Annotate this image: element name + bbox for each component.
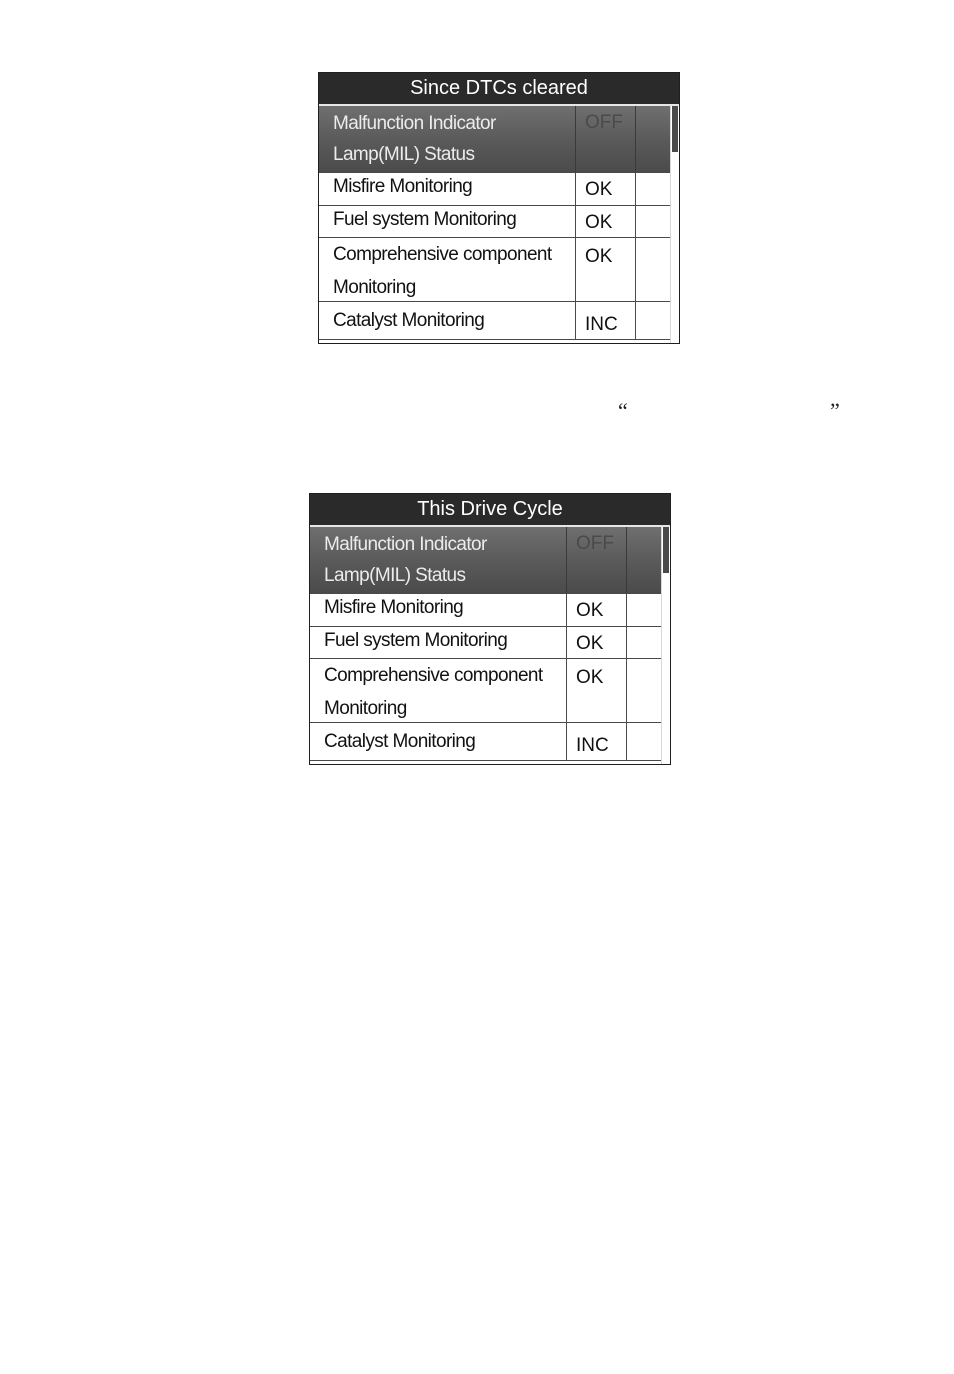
list-item-label: Fuel system Monitoring xyxy=(310,627,567,658)
scrollbar[interactable] xyxy=(661,527,670,764)
status-value: OK xyxy=(576,206,636,237)
label-line-1: Comprehensive component xyxy=(333,244,552,265)
label-line-2: Lamp(MIL) Status xyxy=(333,144,475,165)
status-value: OK xyxy=(576,173,636,205)
list-item-catalyst[interactable] xyxy=(319,302,679,340)
label-line-2: Monitoring xyxy=(333,277,416,298)
row-spacer xyxy=(627,527,661,593)
monitor-list xyxy=(319,106,679,340)
row-spacer xyxy=(636,302,670,339)
list-item-mil-status[interactable] xyxy=(319,106,679,173)
list-item-label: Misfire Monitoring xyxy=(319,173,576,205)
row-spacer xyxy=(636,173,670,205)
status-value: OFF xyxy=(576,106,636,172)
list-item-label xyxy=(319,106,576,172)
list-item-label: Catalyst Monitoring xyxy=(319,302,576,339)
status-value: INC xyxy=(567,723,627,760)
list-item-label xyxy=(310,527,567,593)
row-spacer xyxy=(627,723,661,760)
list-item-catalyst[interactable] xyxy=(310,723,670,761)
list-item-comprehensive-component[interactable] xyxy=(319,238,679,302)
list-item-comprehensive-component[interactable] xyxy=(310,659,670,723)
screen-title: Since DTCs cleared xyxy=(319,73,679,106)
label-line-1: Malfunction Indicator xyxy=(324,534,487,555)
status-value: OK xyxy=(567,659,627,722)
label-line-2: Lamp(MIL) Status xyxy=(324,565,466,586)
status-value: OFF xyxy=(567,527,627,593)
close-quote-mark: ” xyxy=(830,398,840,423)
label-line-1: Malfunction Indicator xyxy=(333,113,496,134)
status-value: OK xyxy=(576,238,636,301)
row-spacer xyxy=(636,106,670,172)
this-drive-cycle-screen xyxy=(309,493,671,765)
row-spacer xyxy=(627,627,661,658)
list-item-label xyxy=(319,238,576,301)
list-item-fuel-system[interactable] xyxy=(319,206,679,238)
open-quote-mark: “ xyxy=(618,398,628,423)
scrollbar[interactable] xyxy=(670,106,679,343)
list-item-fuel-system[interactable] xyxy=(310,627,670,659)
list-item-label: Misfire Monitoring xyxy=(310,594,567,626)
row-spacer xyxy=(636,238,670,301)
label-line-1: Comprehensive component xyxy=(324,665,543,686)
list-item-misfire[interactable] xyxy=(319,173,679,206)
status-value: OK xyxy=(567,627,627,658)
list-item-label: Fuel system Monitoring xyxy=(319,206,576,237)
since-dtcs-cleared-screen xyxy=(318,72,680,344)
row-spacer xyxy=(636,206,670,237)
status-value: OK xyxy=(567,594,627,626)
list-item-misfire[interactable] xyxy=(310,594,670,627)
scrollbar-thumb[interactable] xyxy=(663,527,669,573)
label-line-2: Monitoring xyxy=(324,698,407,719)
list-item-label: Catalyst Monitoring xyxy=(310,723,567,760)
scrollbar-thumb[interactable] xyxy=(672,106,678,152)
screen-title: This Drive Cycle xyxy=(310,494,670,527)
row-spacer xyxy=(627,594,661,626)
list-item-mil-status[interactable] xyxy=(310,527,670,594)
status-value: INC xyxy=(576,302,636,339)
row-spacer xyxy=(627,659,661,722)
list-item-label xyxy=(310,659,567,722)
monitor-list xyxy=(310,527,670,761)
